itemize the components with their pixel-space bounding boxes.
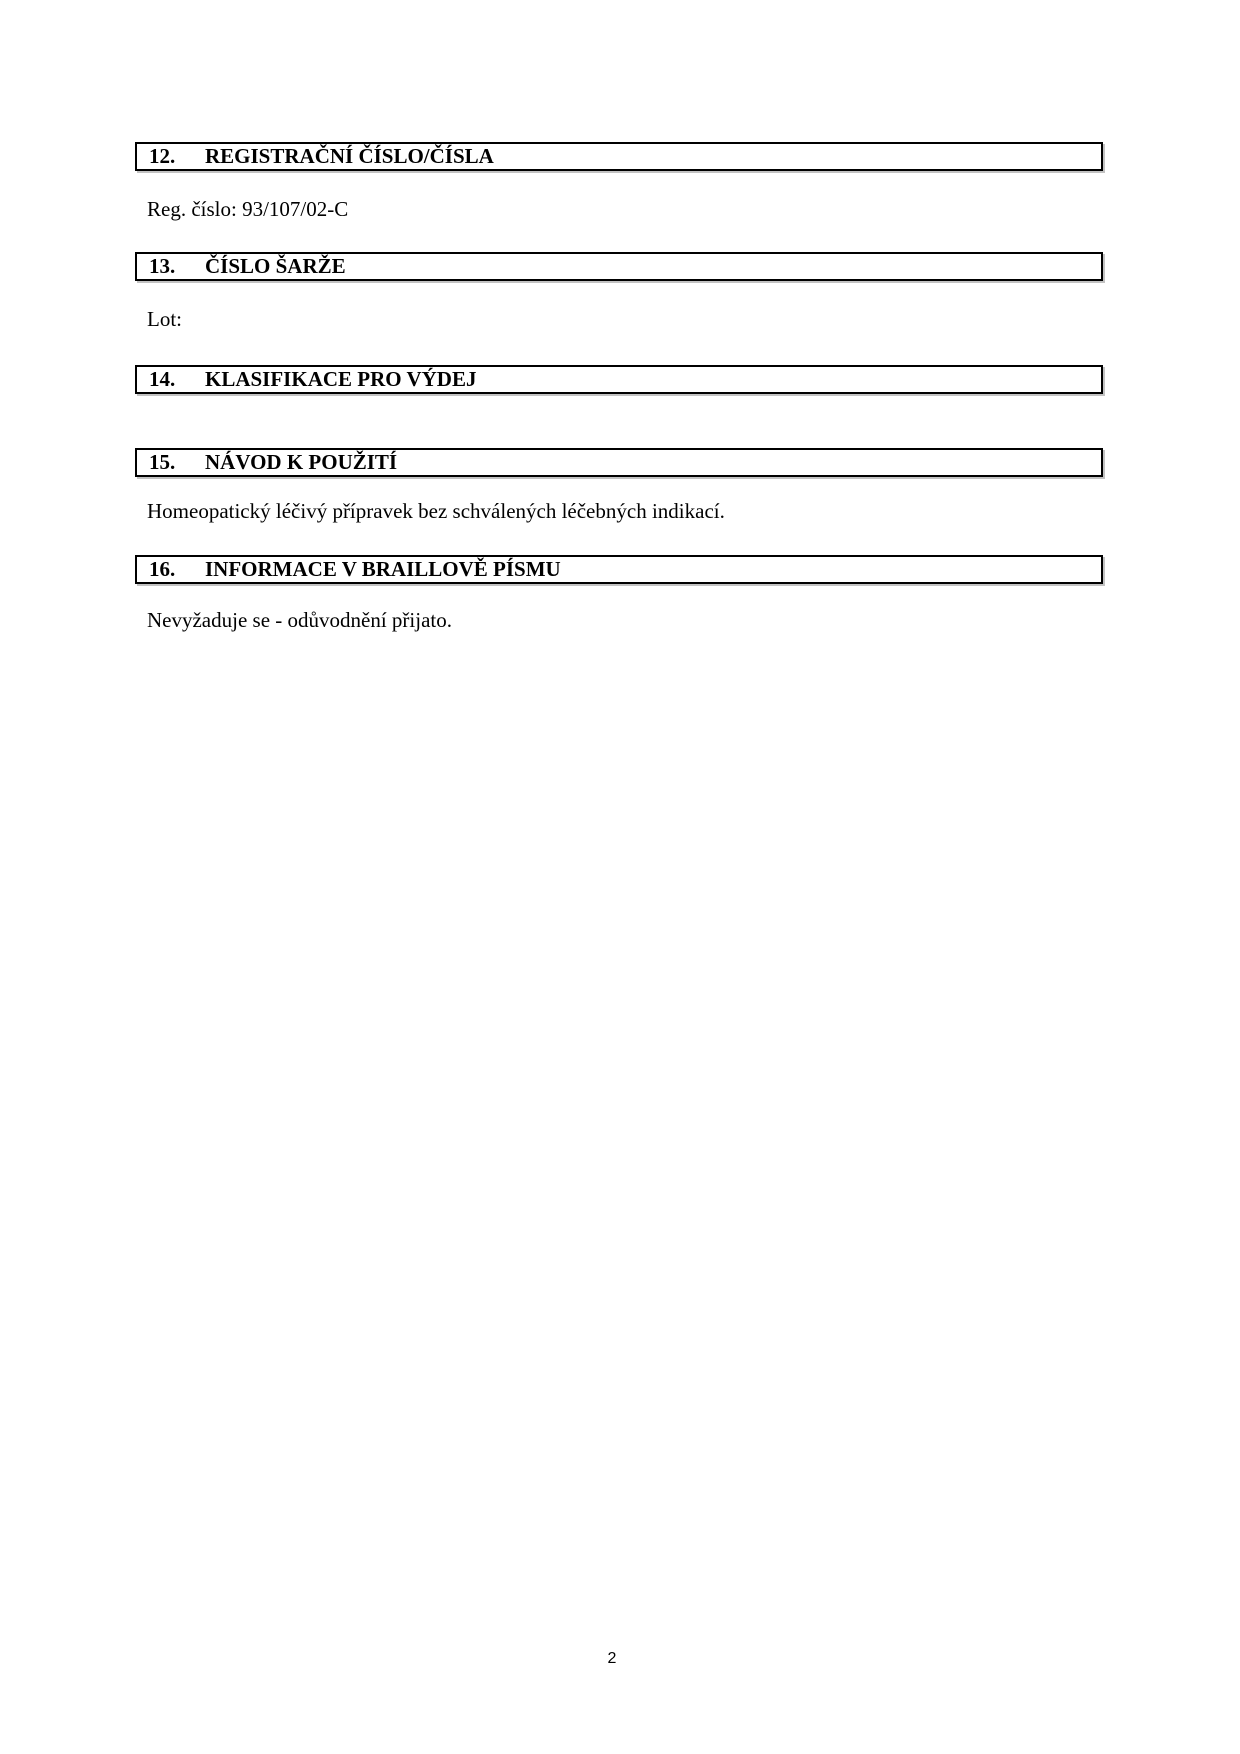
section-15-title: NÁVOD K POUŽITÍ [205, 450, 398, 474]
section-15-body: Homeopatický léčivý přípravek bez schválených léčebných indikací. [147, 499, 725, 523]
section-14-number: 14. [149, 367, 176, 391]
section-13-header [135, 252, 1103, 281]
section-16-body: Nevyžaduje se - odůvodnění přijato. [147, 608, 452, 632]
section-12-number: 12. [149, 144, 176, 168]
section-14-title: KLASIFIKACE PRO VÝDEJ [205, 367, 477, 391]
section-12-title: REGISTRAČNÍ ČÍSLO/ČÍSLA [205, 144, 494, 168]
section-12-body: Reg. číslo: 93/107/02-C [147, 197, 349, 221]
section-16-header [135, 555, 1103, 584]
section-13-title: ČÍSLO ŠARŽE [205, 254, 346, 278]
section-15-number: 15. [149, 450, 176, 474]
section-13-body: Lot: [147, 307, 182, 331]
section-16-number: 16. [149, 557, 176, 581]
section-16-title: INFORMACE V BRAILLOVĚ PÍSMU [205, 557, 561, 581]
page-number: 2 [607, 1650, 617, 1667]
section-13-number: 13. [149, 254, 176, 278]
section-15-header [135, 448, 1103, 477]
section-12-header [135, 142, 1103, 171]
section-14-header [135, 365, 1103, 394]
